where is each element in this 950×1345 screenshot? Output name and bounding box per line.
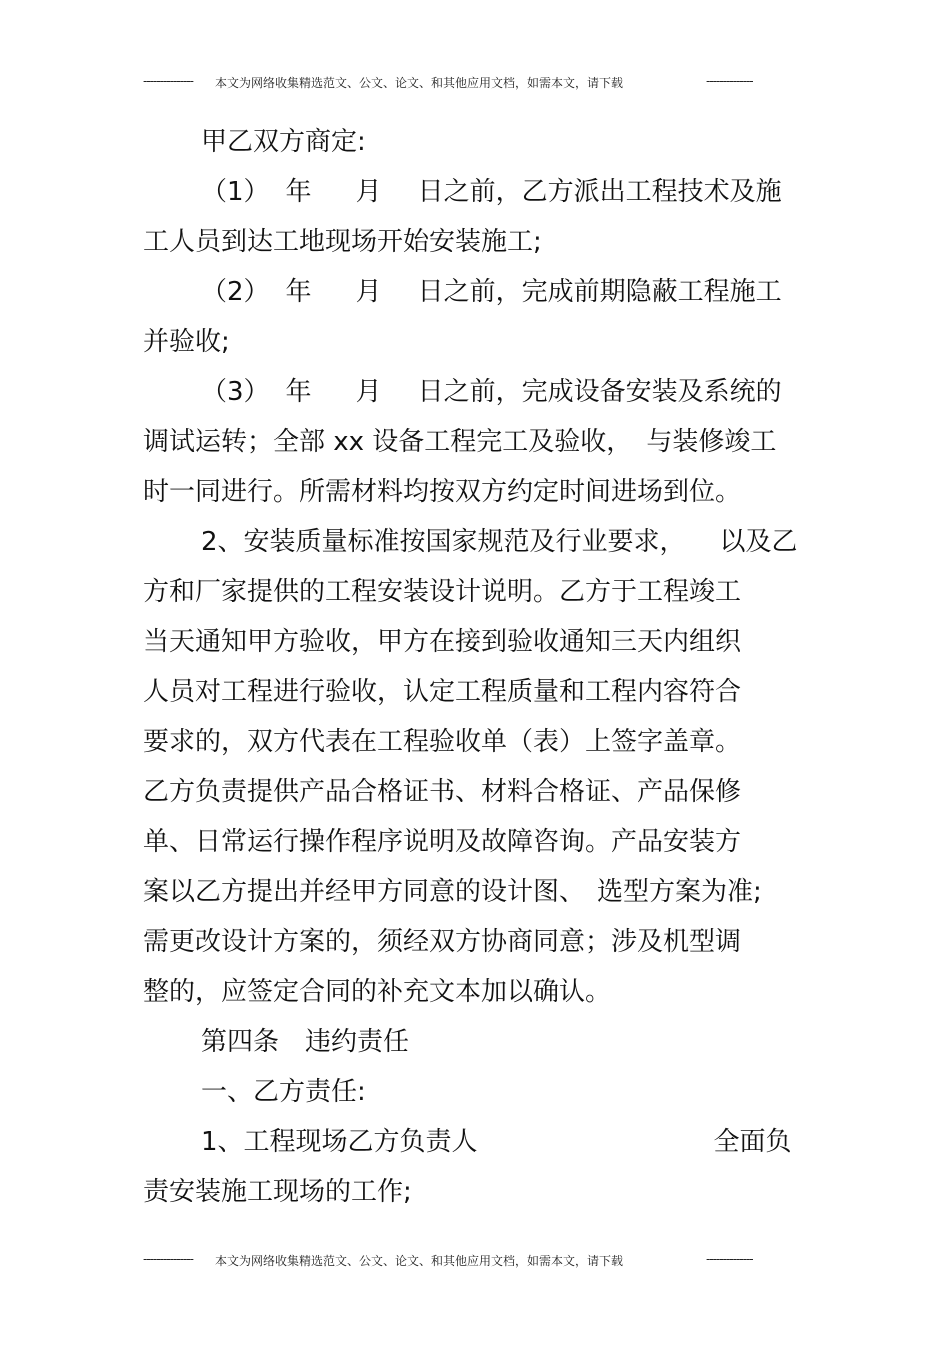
header-dash-right: -------------- <box>706 74 753 88</box>
footer-dash-left: --------------- <box>143 1252 193 1266</box>
paragraph-line <box>201 276 782 308</box>
month-label: 月 <box>355 277 382 307</box>
paragraph-line <box>143 876 762 908</box>
item-number: （1） <box>201 177 270 207</box>
item-number: （3） <box>201 377 270 407</box>
line-text: 案以乙方提出并经甲方同意的设计图、 <box>143 877 586 907</box>
paragraph-line <box>143 426 776 458</box>
line-text: 选型方案为准; <box>597 877 762 907</box>
article-title: 违约责任 <box>305 1027 410 1057</box>
paragraph-line <box>143 626 741 658</box>
line-text: 要求的，双方代表在工程验收单（表）上签字盖章。 <box>143 727 742 757</box>
line-text: 当天通知甲方验收，甲方在接到验收通知三天内组织 <box>143 627 742 657</box>
footer-dash-right: -------------- <box>706 1252 753 1266</box>
paragraph-line <box>143 726 741 758</box>
line-text: 整的，应签定合同的补充文本加以确认。 <box>143 977 612 1007</box>
header-dash-left: --------------- <box>143 74 193 88</box>
year-label: 年 <box>285 377 312 407</box>
section-heading <box>201 1026 409 1058</box>
line-text: 2、安装质量标准按国家规范及行业要求， <box>201 527 686 557</box>
paragraph-line <box>201 526 798 558</box>
line-text: 以及乙 <box>719 527 798 557</box>
line-text: 时一同进行。所需材料均按双方约定时间进场到位。 <box>143 477 742 507</box>
paragraph-line <box>201 376 782 408</box>
line-text: 需更改设计方案的，须经双方协商同意；涉及机型调 <box>143 927 742 957</box>
line-text: 日之前，完成设备安装及系统的 <box>417 377 782 407</box>
line-text: 全面负 <box>713 1127 792 1157</box>
paragraph-line <box>143 1176 412 1208</box>
line-text: 责安装施工现场的工作; <box>143 1177 412 1207</box>
year-label: 年 <box>285 277 312 307</box>
paragraph-line <box>201 176 782 208</box>
line-text: 日之前，完成前期隐蔽工程施工 <box>417 277 782 307</box>
month-label: 月 <box>355 177 382 207</box>
line-text: 1、工程现场乙方负责人 <box>201 1127 478 1157</box>
paragraph-line <box>143 676 741 708</box>
page-footer <box>0 1250 950 1270</box>
month-label: 月 <box>355 377 382 407</box>
paragraph-line <box>201 1126 792 1158</box>
paragraph-line <box>143 326 230 358</box>
paragraph-line <box>201 1076 366 1108</box>
line-text: 一、乙方责任: <box>201 1077 366 1107</box>
line-text: 与装修竣工 <box>646 427 777 457</box>
line-text: 单、日常运行操作程序说明及故障咨询。产品安装方 <box>143 827 742 857</box>
line-text: 方和厂家提供的工程安装设计说明。乙方于工程竣工 <box>143 577 742 607</box>
footer-note: 本文为网络收集精选范文、公文、论文、和其他应用文档，如需本文，请下载 <box>215 1254 624 1268</box>
line-text: 日之前，乙方派出工程技术及施 <box>417 177 782 207</box>
item-number: （2） <box>201 277 270 307</box>
paragraph-line <box>143 776 741 808</box>
paragraph-line <box>143 226 542 258</box>
paragraph-line <box>143 476 741 508</box>
header-note: 本文为网络收集精选范文、公文、论文、和其他应用文档，如需本文，请下载 <box>215 76 624 90</box>
paragraph-line <box>201 126 366 158</box>
year-label: 年 <box>285 177 312 207</box>
paragraph-line <box>143 576 741 608</box>
article-number: 第四条 <box>201 1027 280 1057</box>
line-text: 工人员到达工地现场开始安装施工; <box>143 227 542 257</box>
line-text: 乙方负责提供产品合格证书、材料合格证、产品保修 <box>143 777 742 807</box>
line-text: 调试运转；全部 xx 设备工程完工及验收， <box>143 427 633 457</box>
line-text: 甲乙双方商定: <box>201 127 366 157</box>
paragraph-line <box>143 976 611 1008</box>
paragraph-line <box>143 926 741 958</box>
page-header <box>0 72 950 92</box>
line-text: 并验收; <box>143 327 230 357</box>
paragraph-line <box>143 826 741 858</box>
line-text: 人员对工程进行验收，认定工程质量和工程内容符合 <box>143 677 742 707</box>
